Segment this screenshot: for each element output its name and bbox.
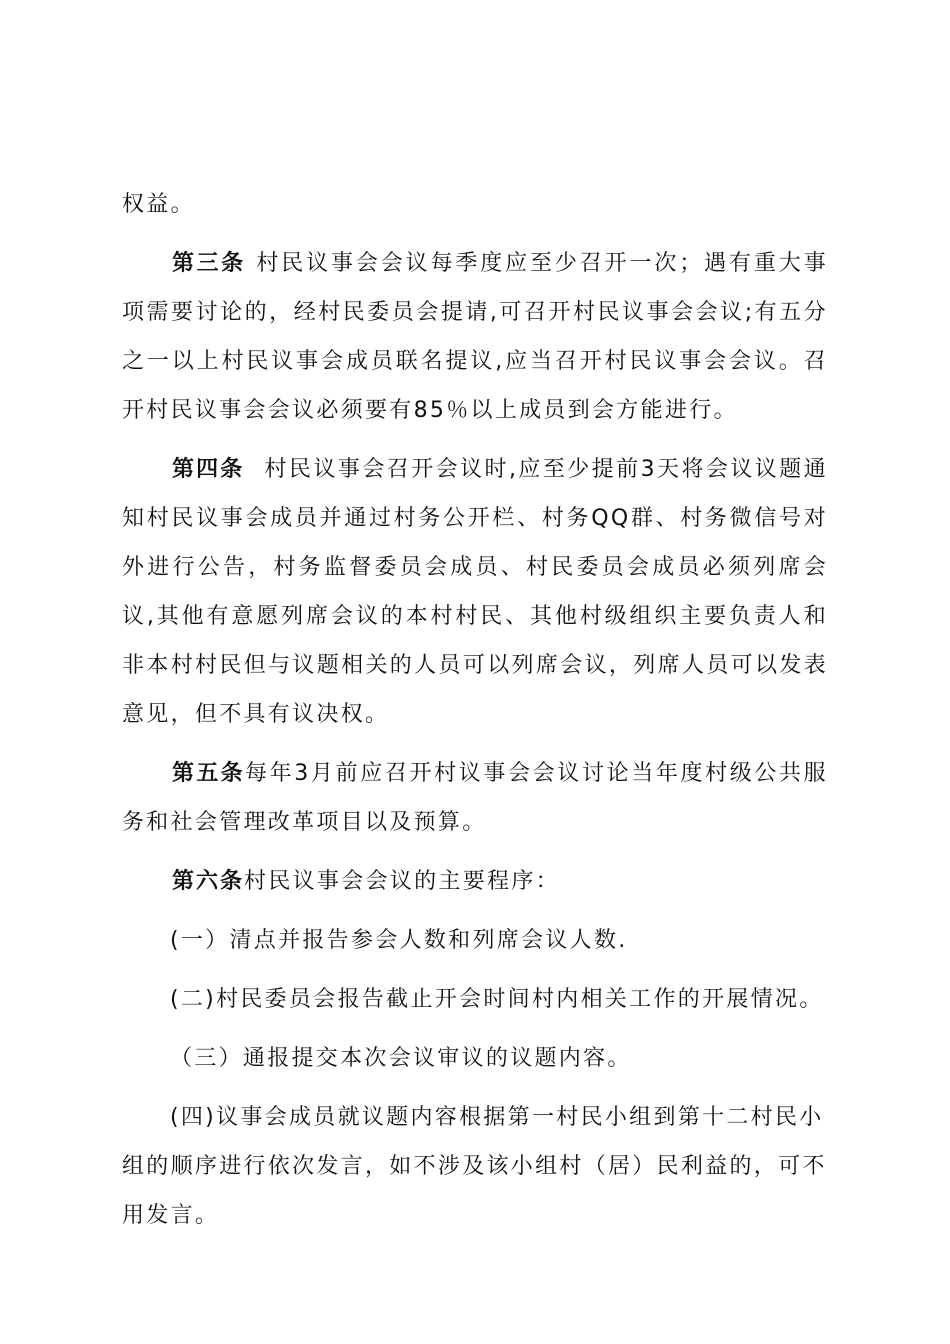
procedure-item-4: (四)议事会成员就议题内容根据第一村民小组到第十二村民小组的顺序进行依次发言，如不涉及该小组村（居）民利益的，可不用发言。 (122, 1105, 827, 1228)
article-6-body: 村民议事会会议的主要程序： (244, 869, 560, 894)
article-6-heading: 第六条 (172, 869, 245, 894)
procedure-item-3: （三）通报提交本次会议审议的议题内容。 (170, 1046, 632, 1071)
procedure-item-2: (二)村民委员会报告截止开会时间村内相关工作的开展情况。 (170, 987, 824, 1012)
article-4-heading: 第四条 (172, 457, 245, 482)
article-6 (122, 857, 828, 906)
article-5-heading: 第五条 (172, 761, 246, 786)
article-5 (122, 749, 828, 847)
article-4 (122, 445, 828, 739)
continuation-text: 权益。 (122, 192, 195, 217)
article-5-body: 每年3月前应召开村议事会会议讨论当年度村级公共服务和社会管理改革项目以及预算。 (122, 761, 828, 835)
article-3-body: 村民议事会会议每季度应至少召开一次；遇有重大事项需要讨论的，经村民委员会提请,可召开村民议事会会议;有五分之一以上村民议事会成员联名提议,应当召开村民议事会会议。召开村民议事会会议必须要有85％以上成员到会方能进行。 (122, 251, 828, 423)
article-3-heading: 第三条 (172, 251, 246, 276)
document-body (122, 180, 828, 1250)
article-4-body: 村民议事会召开会议时,应至少提前3天将会议议题通知村民议事会成员并通过村务公开栏、村务QQ群、村务微信号对外进行公告，村务监督委员会成员、村民委员会成员必须列席会议,其他有意愿列席会议的本村村民、其他村级组织主要负责人和非本村村民但与议题相关的人员可以列席会议，列席人员可以发表意见，但不具有议决权。 (122, 457, 828, 727)
article-3 (122, 239, 828, 435)
procedure-item-1: (一）清点并报告参会人数和列席会议人数. (170, 928, 628, 953)
